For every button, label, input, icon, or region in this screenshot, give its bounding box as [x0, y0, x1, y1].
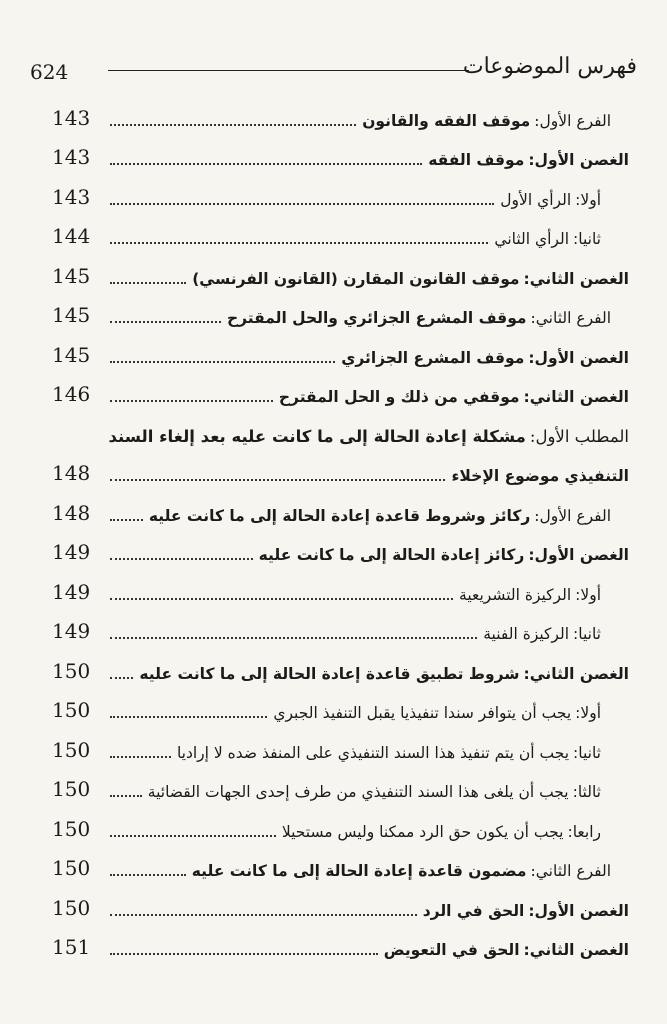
toc-entry-label: الغصن الأول: [528, 151, 629, 169]
toc-entry [52, 689, 629, 729]
leader-dots [110, 124, 356, 126]
toc-entry [52, 886, 629, 926]
toc-entry [52, 728, 629, 768]
toc-entry-title [192, 862, 611, 880]
leader-dots [110, 242, 488, 244]
toc-entry-body [104, 783, 629, 801]
toc-entry [52, 570, 629, 610]
toc-entry-body [104, 230, 629, 248]
toc-entry [52, 96, 629, 136]
toc-entry-label: الغصن الثاني: [523, 664, 629, 683]
toc-entry-body [104, 862, 629, 880]
leader-dots [110, 558, 253, 560]
toc-entry-title [192, 270, 629, 288]
toc-entry-text: الركيزة التشريعية [459, 585, 572, 604]
leader-dots [110, 163, 422, 165]
toc-entry-text: يجب أن يتم تنفيذ هذا السند التنفيذي على المنفذ ضده لا إراديا [176, 743, 570, 762]
page-header [30, 54, 637, 92]
leader-dots [110, 795, 142, 797]
leader-dots [110, 677, 133, 679]
toc-entry-title [500, 191, 601, 209]
toc-entry [52, 215, 629, 255]
toc-page-number: 143 [52, 105, 91, 130]
leader-dots [110, 874, 186, 876]
toc-entry-text: يجب أن يلغى هذا السند التنفيذي من طرف إحدى الجهات القضائية [147, 783, 569, 801]
toc-page-number: 145 [52, 303, 91, 327]
toc-entry-body [104, 744, 629, 762]
leader-dots [110, 361, 335, 363]
toc-entry [52, 847, 629, 887]
toc-entry [52, 768, 629, 808]
toc-entry-text: الرأي الثاني [494, 230, 570, 248]
toc-page-number: 150 [52, 698, 91, 722]
toc-entry-body [104, 309, 629, 327]
toc-entry-label: الفرع الثاني: [530, 862, 611, 880]
toc-entry-label: الغصن الثاني: [523, 388, 629, 406]
toc-entry-body [104, 704, 629, 722]
toc-entry-text: الركيزة الفنية [483, 625, 570, 643]
toc-entry-body [104, 388, 629, 406]
toc-entry-label: الغصن الأول: [528, 348, 629, 367]
toc-page-number: 145 [52, 263, 91, 288]
toc-entry-title [282, 823, 601, 841]
toc-entry-body [104, 151, 629, 169]
toc-page-number: 144 [52, 224, 91, 248]
toc-entry-title [149, 507, 611, 525]
toc-entry [52, 373, 629, 413]
toc-entry [52, 452, 629, 492]
toc-entry-label: الغصن الأول: [528, 546, 629, 564]
toc-entry-body [104, 941, 629, 959]
toc-entry-label: الفرع الأول: [534, 506, 611, 525]
toc-entry-text: مشكلة إعادة الحالة إلى ما كانت عليه بعد إلغاء السند [108, 426, 526, 446]
toc-entry-text: موقف الفقه والقانون [362, 111, 531, 130]
toc-page-number: 146 [52, 382, 91, 406]
toc-entry-title [227, 309, 611, 327]
header-rule [108, 70, 469, 71]
toc-entry-title [148, 783, 601, 801]
toc-entry-text: موقف المشرع الجزائري والحل المقترح [226, 309, 527, 327]
toc-entry-label: ثانيا: [573, 230, 601, 248]
toc-entry [52, 807, 629, 847]
toc-entry-text: موقف الفقه [428, 151, 525, 169]
toc-entry [52, 136, 629, 176]
toc-entry-title [451, 467, 629, 485]
toc-entry [52, 294, 629, 334]
toc-entry-label: أولا: [575, 585, 601, 604]
toc-entry-label: أولا: [575, 190, 601, 209]
toc-entry-body [104, 625, 629, 643]
toc-entry-label: ثانيا: [573, 625, 601, 643]
toc-entry-text: ركائز إعادة الحالة إلى ما كانت عليه [258, 546, 525, 564]
toc-entry-text: يجب أن يتوافر سندا تنفيذيا يقبل التنفيذ الجبري [273, 704, 572, 722]
toc-page-number: 150 [52, 737, 91, 762]
toc-entry-label: الغصن الأول: [528, 901, 629, 920]
page-number: 624 [30, 60, 69, 84]
leader-dots [110, 598, 453, 600]
running-title: فهرس الموضوعات [462, 54, 637, 79]
toc-entry-label: ثالثا: [572, 783, 601, 801]
toc-page-number: 149 [52, 619, 91, 643]
toc-page-number: 150 [52, 658, 91, 683]
toc-entry-title [139, 665, 629, 683]
table-of-contents [52, 96, 629, 965]
toc-entry-body [104, 823, 629, 841]
toc-entry-text: الرأي الأول [500, 190, 572, 209]
toc-entry-text: موقف القانون المقارن (القانون الفرنسي) [192, 269, 520, 288]
toc-page-number: 145 [52, 342, 91, 367]
leader-dots [110, 400, 273, 402]
toc-entry-text: موقفي من ذلك و الحل المقترح [278, 388, 520, 406]
toc-entry-body [104, 902, 629, 920]
leader-dots [110, 756, 171, 758]
toc-entry-text: شروط تطبيق قاعدة إعادة الحالة إلى ما كانت عليه [139, 664, 520, 683]
toc-entry-heading [52, 427, 629, 446]
toc-entry-body [104, 507, 629, 525]
toc-entry-label: أولا: [575, 704, 601, 722]
toc-entry-label: ثانيا: [573, 743, 601, 762]
toc-entry [52, 254, 629, 294]
toc-entry-title [341, 349, 629, 367]
toc-entry-text: الحق في الرد [422, 901, 525, 920]
toc-entry-label: الغصن الثاني: [523, 941, 629, 959]
toc-page-number: 148 [52, 500, 91, 525]
toc-entry-text: يجب أن يكون حق الرد ممكنا وليس مستحيلا [281, 822, 564, 841]
toc-entry-title [273, 704, 601, 722]
toc-entry-title [483, 625, 601, 643]
toc-entry [52, 491, 629, 531]
toc-entry-body [104, 349, 629, 367]
toc-entry-label: المطلب الأول: [529, 426, 629, 446]
toc-entry [52, 175, 629, 215]
toc-entry-body [104, 586, 629, 604]
toc-entry [52, 333, 629, 373]
toc-entry-title [259, 546, 629, 564]
toc-entry-body [104, 546, 629, 564]
leader-dots [110, 203, 494, 205]
toc-entry-label: الفرع الأول: [534, 111, 611, 130]
toc-entry-text: التنفيذي موضوع الإخلاء [451, 467, 629, 485]
toc-entry [52, 926, 629, 966]
leader-dots [110, 479, 445, 481]
leader-dots [110, 953, 378, 955]
toc-entry-body [104, 112, 629, 130]
toc-page-number: 150 [52, 856, 91, 880]
toc-entry-title [428, 151, 629, 169]
toc-entry-label: الفرع الثاني: [530, 309, 611, 327]
toc-entry-label: رابعا: [567, 822, 601, 841]
toc-entry-text: الحق في التعويض [383, 941, 520, 959]
toc-page-number: 149 [52, 540, 91, 564]
toc-entry-title [177, 744, 601, 762]
toc-page-number: 143 [52, 145, 91, 169]
leader-dots [110, 321, 221, 323]
toc-entry-title [423, 902, 629, 920]
toc-entry [52, 412, 629, 452]
toc-entry [52, 531, 629, 571]
toc-entry-title [384, 941, 629, 959]
toc-entry [52, 649, 629, 689]
toc-page-number: 143 [52, 184, 91, 209]
toc-entry-text: مضمون قاعدة إعادة الحالة إلى ما كانت عليه [191, 862, 527, 880]
leader-dots [110, 282, 186, 284]
toc-entry-title [362, 112, 611, 130]
toc-page-number: 148 [52, 461, 91, 485]
leader-dots [110, 637, 477, 639]
toc-page-number: 151 [52, 935, 91, 959]
toc-entry-title [459, 586, 601, 604]
toc-page-number: 150 [52, 777, 91, 801]
toc-page-number: 150 [52, 816, 91, 841]
toc-entry-body [104, 665, 629, 683]
toc-entry-text: ركائز وشروط قاعدة إعادة الحالة إلى ما كانت عليه [148, 506, 531, 525]
toc-page-number: 150 [52, 895, 91, 920]
toc-entry-text: موقف المشرع الجزائري [341, 348, 525, 367]
toc-entry-body [104, 467, 629, 485]
toc-entry-title [494, 230, 601, 248]
leader-dots [110, 716, 267, 718]
leader-dots [110, 519, 143, 521]
toc-entry [52, 610, 629, 650]
leader-dots [110, 835, 276, 837]
toc-entry-label: الغصن الثاني: [523, 269, 629, 288]
toc-entry-title [279, 388, 629, 406]
toc-entry-body [104, 270, 629, 288]
leader-dots [110, 914, 417, 916]
toc-page-number: 149 [52, 579, 91, 604]
toc-entry-body [104, 191, 629, 209]
